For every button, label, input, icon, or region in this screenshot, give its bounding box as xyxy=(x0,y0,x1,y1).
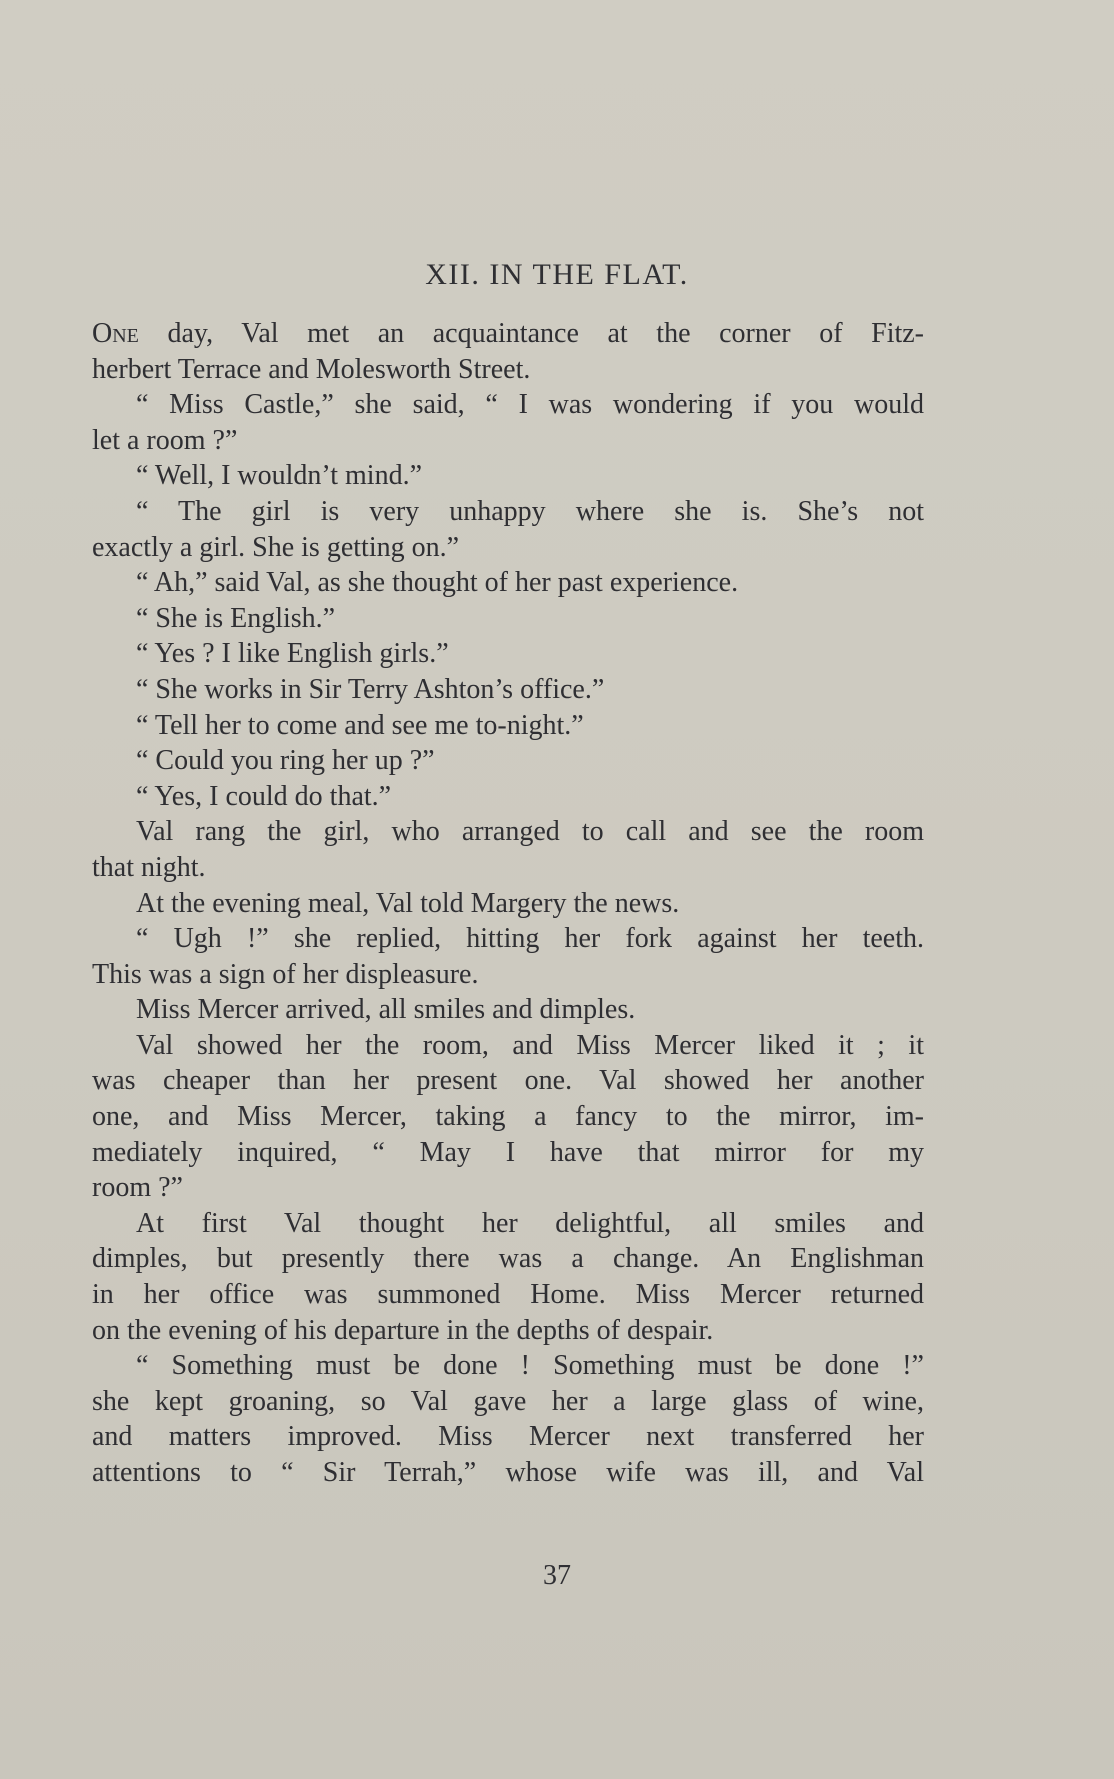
text-line: Val showed her the room, and Miss Mercer liked it ; it xyxy=(136,1029,924,1061)
text-line: At the evening meal, Val told Margery the news. xyxy=(136,887,680,919)
text-line: “ Well, I wouldn’t mind.” xyxy=(136,460,423,492)
text-line: was cheaper than her present one. Val showed her another xyxy=(92,1065,924,1097)
text-line: Miss Mercer arrived, all smiles and dimples. xyxy=(136,994,636,1026)
text-line: “ Something must be done ! Something must be done !” xyxy=(136,1350,924,1382)
body-text xyxy=(92,316,924,1491)
text-line: she kept groaning, so Val gave her a large glass of wine, xyxy=(92,1385,924,1417)
text-line: on the evening of his departure in the depths of despair. xyxy=(92,1314,714,1346)
first-line-text: day, Val met an acquaintance at the corner of Fitz- xyxy=(167,318,924,349)
text-line: “ Yes ? I like English girls.” xyxy=(136,638,449,670)
text-line: room ?” xyxy=(92,1172,183,1204)
text-line: “ Ah,” said Val, as she thought of her past experience. xyxy=(136,567,739,599)
text-line: let a room ?” xyxy=(92,424,238,456)
text-line: mediately inquired, “ May I have that mirror for my xyxy=(92,1136,924,1168)
text-line: This was a sign of her displeasure. xyxy=(92,958,479,990)
text-line: in her office was summoned Home. Miss Mercer returned xyxy=(92,1279,924,1311)
text-line: “ Ugh !” she replied, hitting her fork against her teeth. xyxy=(136,923,924,955)
text-line: “ The girl is very unhappy where she is. She’s not xyxy=(136,495,924,527)
text-line: “ Miss Castle,” she said, “ I was wondering if you would xyxy=(136,389,924,421)
drop-word: One xyxy=(92,318,139,349)
text-line: exactly a girl. She is getting on.” xyxy=(92,531,460,563)
text-line xyxy=(92,316,924,352)
text-line: that night. xyxy=(92,851,206,883)
text-line: “ She is English.” xyxy=(136,602,336,634)
text-line: “ Could you ring her up ?” xyxy=(136,745,435,777)
text-line: and matters improved. Miss Mercer next transferred her xyxy=(92,1421,924,1453)
text-line: “ Yes, I could do that.” xyxy=(136,780,392,812)
chapter-title: XII. IN THE FLAT. xyxy=(425,258,689,291)
text-line: “ She works in Sir Terry Ashton’s office.” xyxy=(136,673,605,705)
text-line: attentions to “ Sir Terrah,” whose wife was ill, and Val xyxy=(92,1457,924,1488)
text-line: herbert Terrace and Molesworth Street. xyxy=(92,353,531,385)
text-line: one, and Miss Mercer, taking a fancy to the mirror, im- xyxy=(92,1101,924,1133)
text-line: dimples, but presently there was a change. An Englishman xyxy=(92,1243,924,1275)
text-line: “ Tell her to come and see me to-night.” xyxy=(136,709,584,741)
text-line: Val rang the girl, who arranged to call and see the room xyxy=(136,816,924,848)
text-line: At first Val thought her delightful, all smiles and xyxy=(136,1207,924,1239)
page-number: 37 xyxy=(543,1560,571,1591)
